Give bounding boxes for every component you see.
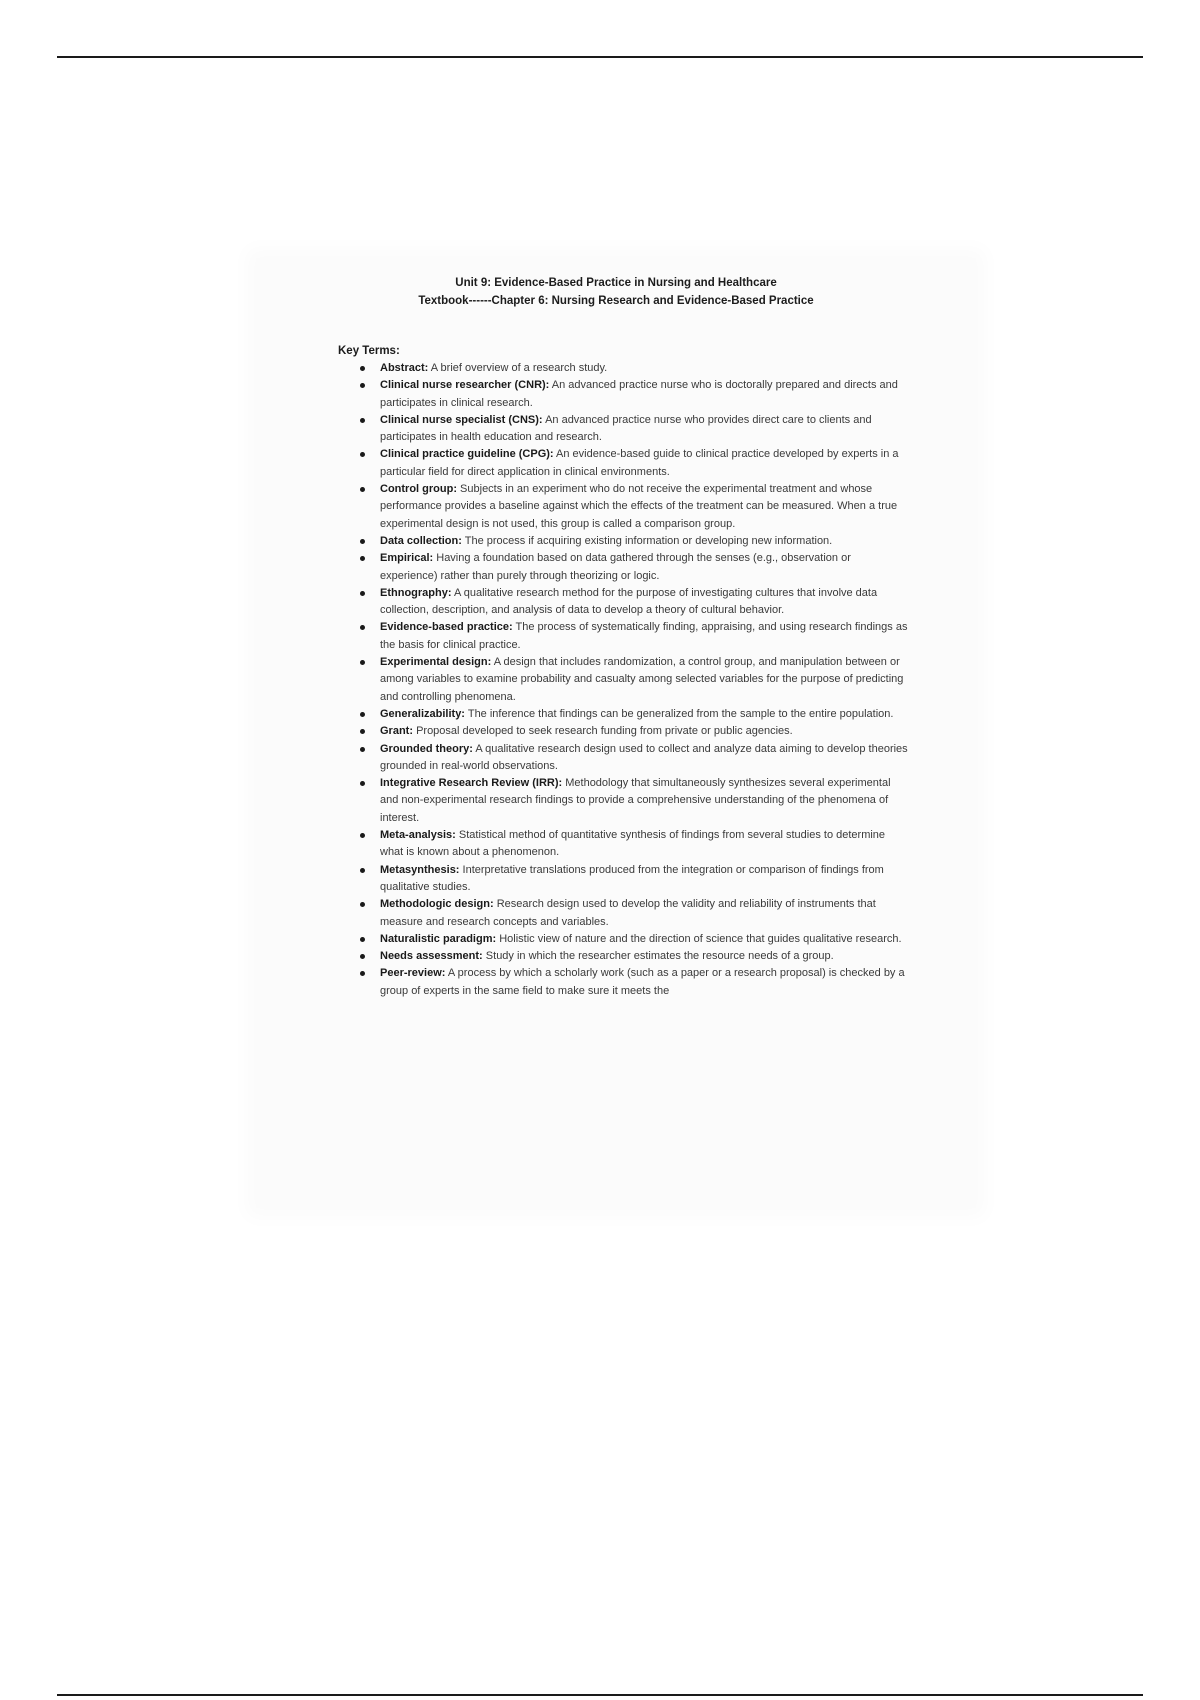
bullet-icon [360,366,365,371]
key-term-item [380,741,910,776]
term-name: Generalizability: [380,707,465,720]
term-definition: The process of systematically finding, appraising, and using research findings as the basis for clinical practice. [380,621,908,651]
term-definition: Having a foundation based on data gathered through the senses (e.g., observation or experience) rather than purely through theorizing or logic. [380,552,851,582]
key-term-item [380,775,910,827]
term-definition: Subjects in an experiment who do not receive the experimental treatment and whose performance provides a baseline against which the effects of the treatment can be measured. When a true experimental design is not used, this group is called a comparison group. [380,483,898,530]
bullet-icon [360,833,365,838]
bullet-icon [360,383,365,388]
term-definition: Proposal developed to seek research funding from private or public agencies. [416,725,793,738]
term-definition: The inference that findings can be generalized from the sample to the entire population. [467,707,894,720]
bullet-icon [360,747,365,752]
term-name: Needs assessment: [380,950,483,963]
bullet-icon [360,660,365,665]
term-definition: An evidence-based guide to clinical practice developed by experts in a particular field for direct application in clinical environments. [380,448,899,478]
bullet-icon [360,868,365,873]
key-term-item [380,896,910,931]
term-name: Abstract: [380,362,429,374]
bullet-icon [360,712,365,717]
term-definition: Statistical method of quantitative synthesis of findings from several studies to determine what is known about a phenomenon. [380,829,886,859]
key-term-item [380,654,910,706]
term-definition: Methodology that simultaneously synthesizes several experimental and non-experimental research findings to provide a comprehensive understanding of the phenomena of interest. [380,777,891,824]
term-name: Metasynthesis: [380,863,460,876]
key-term-item [380,827,910,862]
bullet-icon [360,418,365,423]
term-definition: Interpretative translations produced from the integration or comparison of findings from qualitative studies. [380,863,884,893]
key-term-item [380,550,910,585]
term-definition: Research design used to develop the validity and reliability of instruments that measure and research concepts and variables. [380,898,876,928]
term-definition: An advanced practice nurse who provides direct care to clients and participates in health education and research. [380,413,872,444]
bullet-icon [360,902,365,907]
document-title: Unit 9: Evidence-Based Practice in Nursing and Healthcare [455,277,777,289]
term-definition: A process by which a scholarly work (such as a paper or a research proposal) is checked by a group of experts in the same field to make sure it meets the [380,967,905,997]
bullet-icon [360,954,365,959]
term-name: Evidence-based practice: [380,621,513,634]
term-definition: The process if acquiring existing information or developing new information. [464,534,833,547]
bottom-divider [57,1694,1143,1696]
term-name: Ethnography: [380,586,452,599]
key-term-item [380,706,910,723]
key-terms-heading: Key Terms: [338,345,400,357]
term-name: Naturalistic paradigm: [380,932,497,945]
term-definition: A qualitative research method for the purpose of investigating cultures that involve data collection, description, and analysis of data to develop a theory of cultural behavior. [380,586,878,617]
term-name: Data collection: [380,534,462,547]
term-definition: An advanced practice nurse who is doctorally prepared and directs and participates in clinical research. [380,379,898,409]
term-definition: A qualitative research design used to collect and analyze data aiming to develop theories grounded in real-world observations. [380,742,908,772]
term-name: Experimental design: [380,656,492,669]
bullet-icon [360,591,365,596]
term-name: Peer-review: [380,967,446,980]
term-name: Methodologic design: [380,898,494,911]
term-name: Empirical: [380,552,434,565]
term-definition: A design that includes randomization, a control group, and manipulation between or among variables to examine probability and casualty among selected variables for the purpose of predicting and controlling phenomena. [380,656,904,703]
key-terms-list [380,360,910,1000]
key-term-item [380,533,910,550]
bullet-icon [360,625,365,630]
top-divider [57,56,1143,58]
key-term-item [380,377,910,412]
key-term-item [380,723,910,740]
term-name: Clinical practice guideline (CPG): [380,448,554,461]
term-name: Clinical nurse specialist (CNS): [380,413,543,426]
bullet-icon [360,487,365,492]
bullet-icon [360,452,365,457]
key-term-item [380,585,910,620]
key-term-item [380,965,910,1000]
key-term-item [380,446,910,481]
term-name: Clinical nurse researcher (CNR): [380,379,550,392]
key-term-item [380,948,910,965]
term-definition: Holistic view of nature and the direction of science that guides qualitative research. [499,932,902,945]
bullet-icon [360,729,365,734]
term-name: Control group: [380,483,457,496]
key-term-item [380,862,910,897]
term-definition: Study in which the researcher estimates the resource needs of a group. [485,950,834,963]
bullet-icon [360,971,365,976]
key-term-item [380,931,910,948]
term-name: Integrative Research Review (IRR): [380,777,563,790]
bullet-icon [360,937,365,942]
key-term-item [380,481,910,533]
bullet-icon [360,539,365,544]
key-term-item [380,412,910,447]
bullet-icon [360,556,365,561]
key-term-item [380,360,910,377]
document-subtitle: Textbook------Chapter 6: Nursing Research and Evidence-Based Practice [418,295,814,307]
term-name: Grant: [380,725,413,738]
bullet-icon [360,781,365,786]
term-name: Grounded theory: [380,742,473,755]
term-name: Meta-analysis: [380,829,456,842]
key-term-item [380,619,910,654]
term-definition: A brief overview of a research study. [430,362,608,374]
document-page [256,258,976,1208]
